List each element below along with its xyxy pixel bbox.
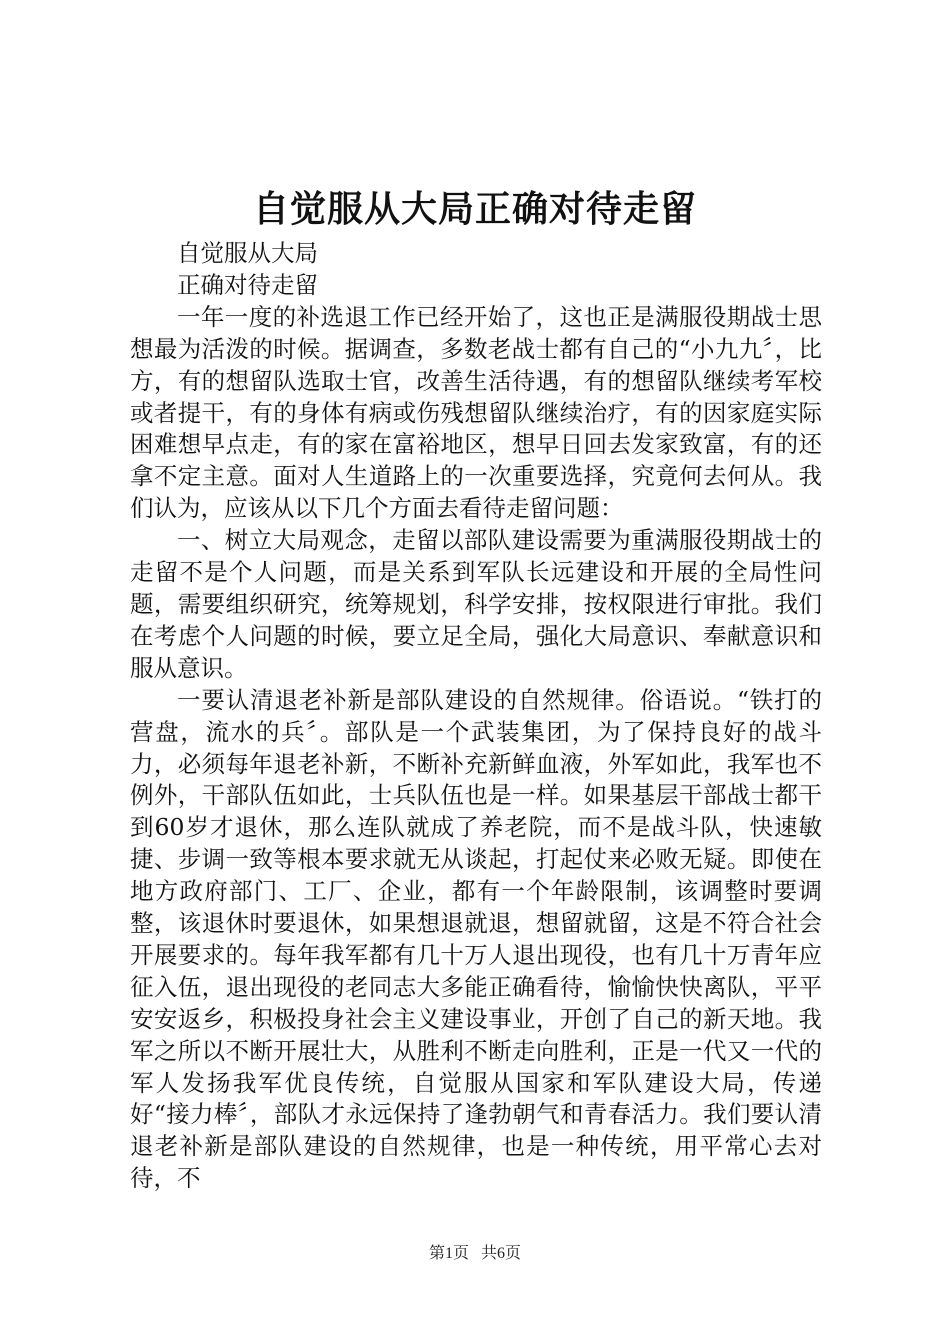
body-paragraph: 一要认清退老补新是部队建设的自然规律。俗语说。“铁打的营盘，流水的兵〞。部队是一个武装集团，为了保持良好的战斗力，必须每年退老补新，不断补充新鲜血液，外军如此，我军也不例外，干部队伍如此，士兵队伍也是一样。如果基层干部战士都干到60岁才退休，那么连队就成了养老院，而不是战斗队，快速敏捷、步调一致等根本要求就无从谈起，打起仗来必败无疑。即使在地方政府部门、工厂、企业，都有一个年龄限制，该调整时要调整，该退休时要退休，如果想退就退，想留就留，这是不符合社会开展要求的。每年我军都有几十万人退出现役，也有几十万青年应征入伍，退出现役的老同志大多能正确看待，愉愉快快离队，平平安安返乡，积极投身社会主义建设事业，开创了自己的新天地。我军之所以不断开展壮大，从胜利不断走向胜利，正是一代又一代的军人发扬我军优良传统，自觉服从国家和军队建设大局，传递好“接力棒〞，部队才永远保持了逢勃朝气和青春活力。我们要认清退老补新是部队建设的自然规律，也是一种传统，用平常心去对待，不 [130, 685, 822, 1193]
body-paragraph: 一年一度的补选退工作已经开始了，这也正是满服役期战士思想最为活泼的时候。据调查，多数老战士都有自己的“小九九〞，比方，有的想留队选取士官，改善生活待遇，有的想留队继续考军校或者提干，有的身体有病或伤残想留队继续治疗，有的因家庭实际困难想早点走，有的家在富裕地区，想早日回去发家致富，有的还拿不定主意。面对人生道路上的一次重要选择，究竟何去何从。我们认为，应该从以下几个方面去看待走留问题： [130, 302, 822, 523]
body-paragraph: 一、树立大局观念，走留以部队建设需要为重满服役期战士的走留不是个人问题，而是关系到军队长远建设和开展的全局性问题，需要组织研究，统筹规划，科学安排，按权限进行审批。我们在考虑个人问题的时候，要立足全局，强化大局意识、奉献意识和服从意识。 [130, 526, 822, 682]
page-footer [0, 1243, 950, 1265]
page-number: 第1页 [428, 1245, 469, 1262]
subtitle-line-1: 自觉服从大局 [177, 239, 318, 267]
document-body [130, 238, 822, 1195]
document-title: 自觉服从大局正确对待走留 [252, 188, 697, 230]
page-total: 共6页 [481, 1245, 522, 1262]
subtitle-line-2: 正确对待走留 [177, 270, 318, 299]
